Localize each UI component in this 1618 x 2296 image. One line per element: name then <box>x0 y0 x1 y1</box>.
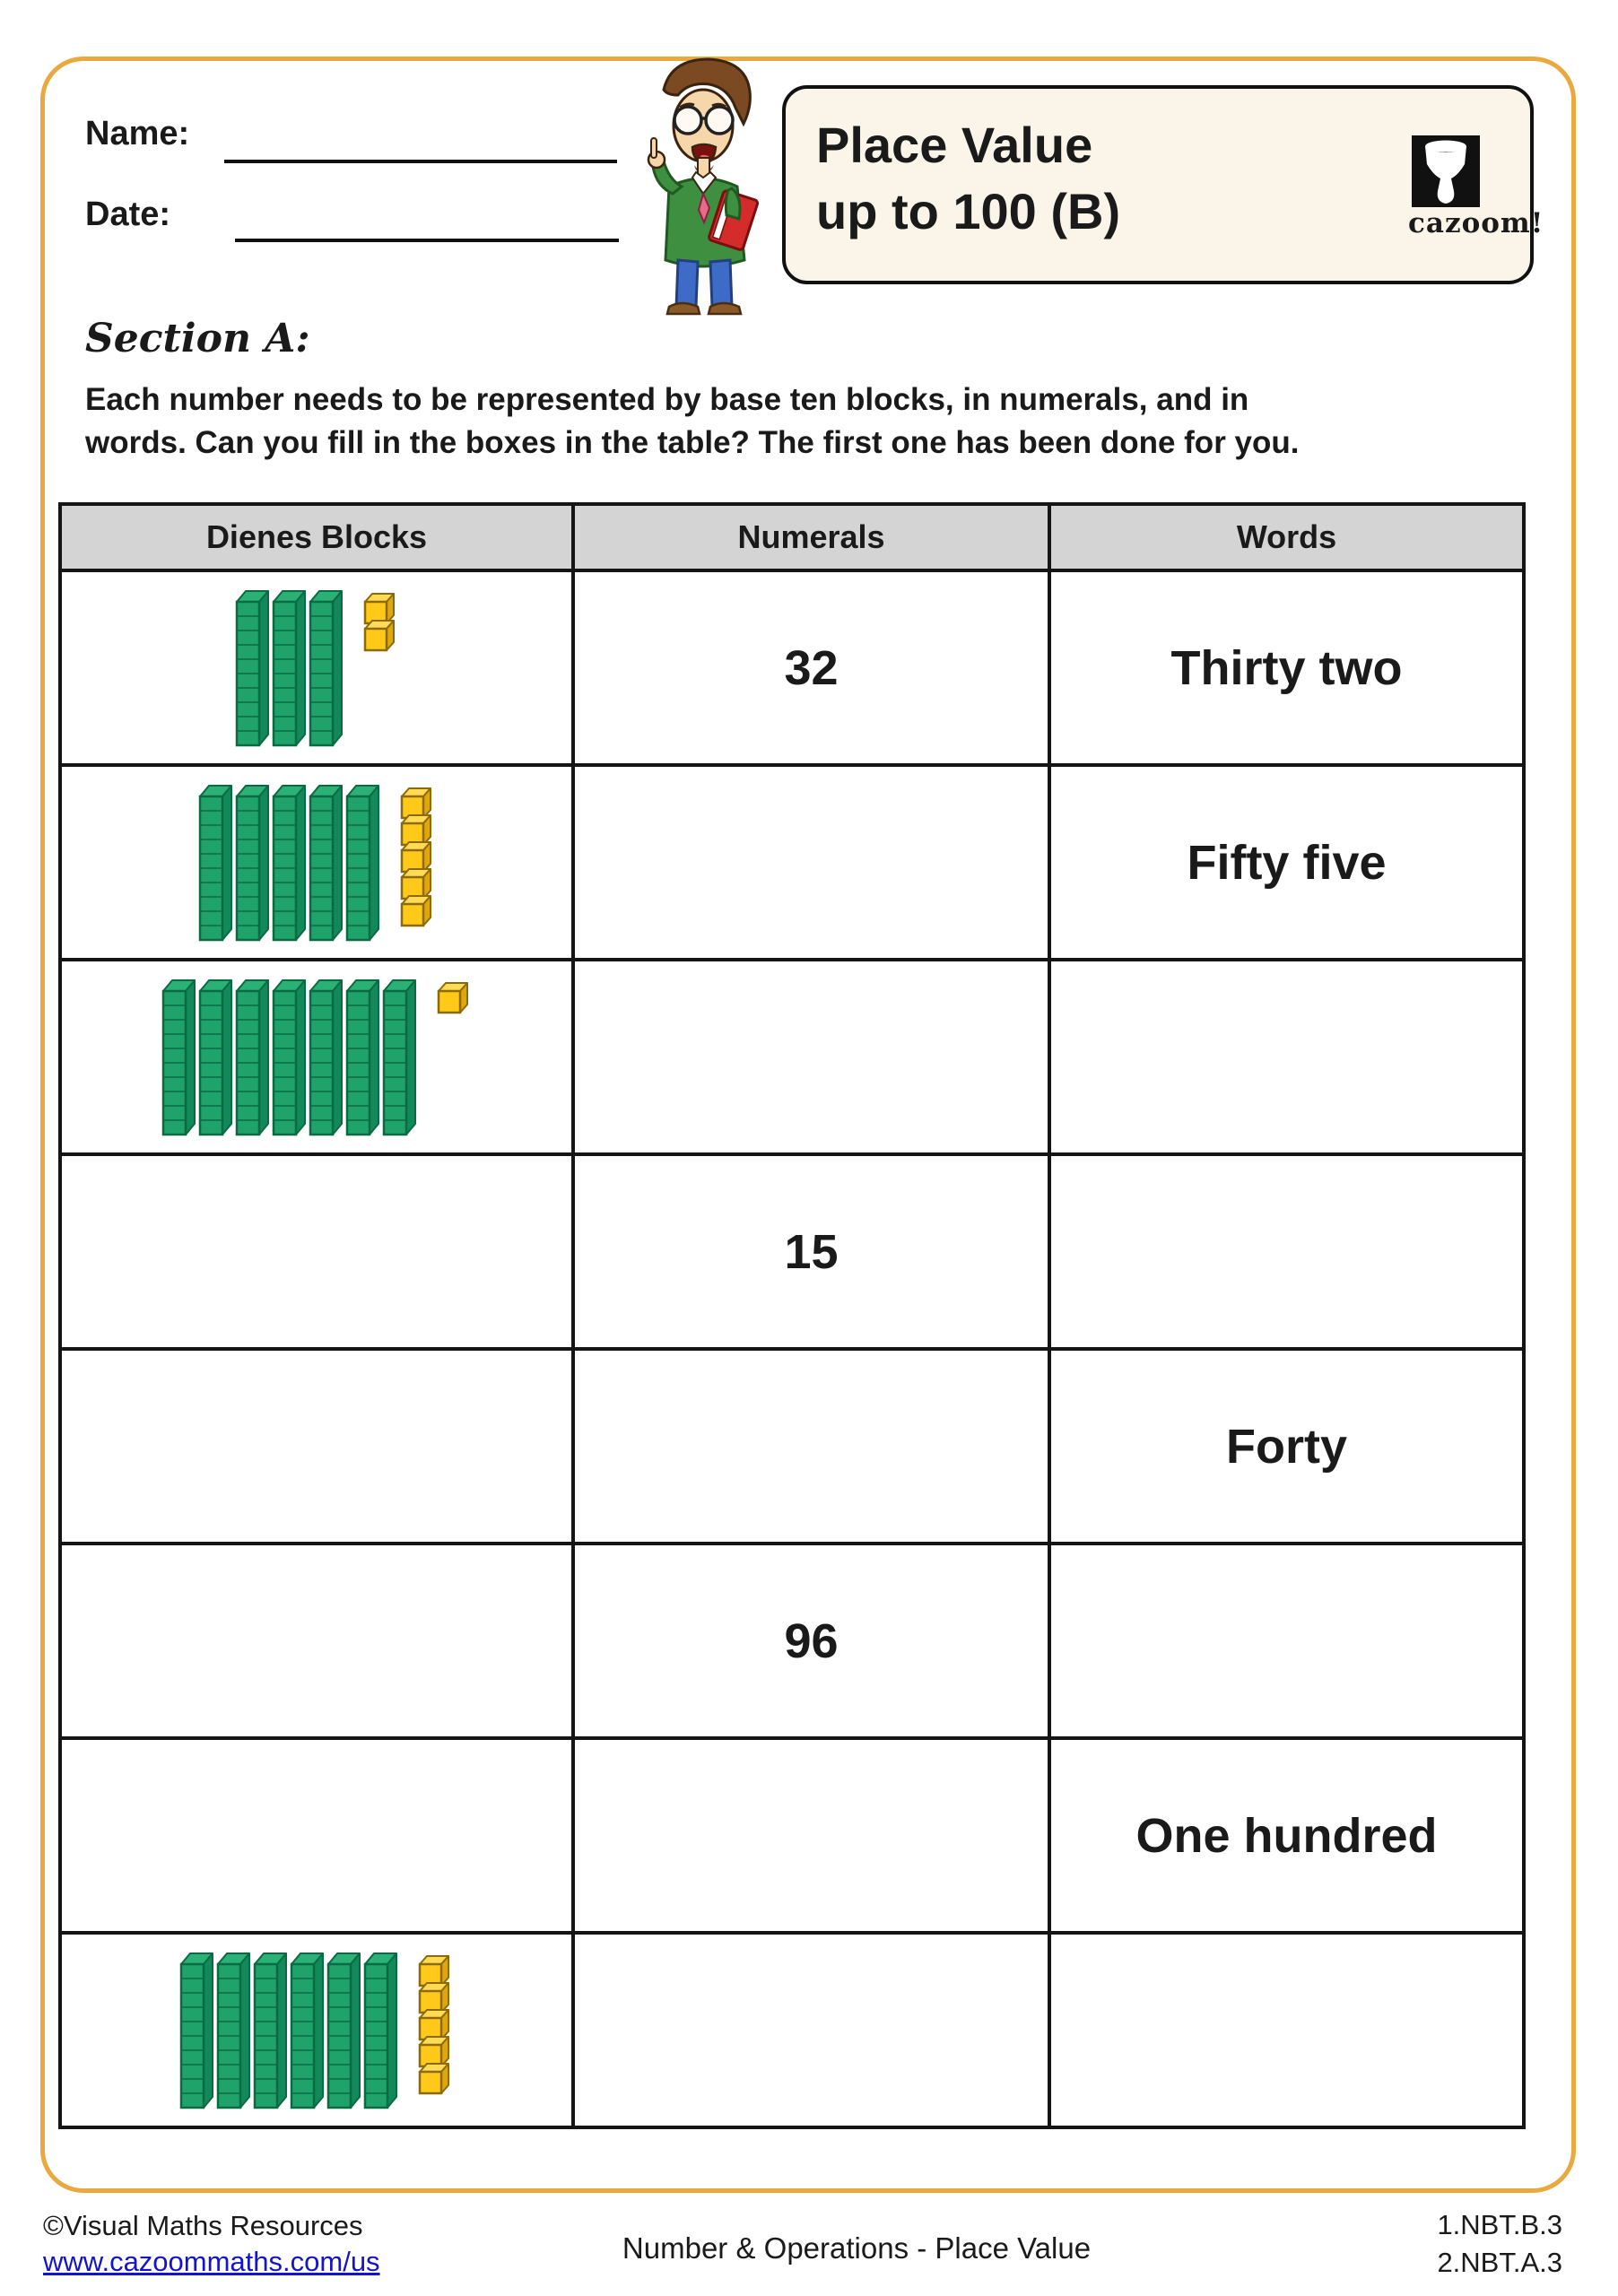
column-header-words: Words <box>1049 504 1524 570</box>
numeral-cell: 32 <box>573 570 1049 765</box>
dienes-blocks-figure <box>198 784 436 942</box>
dienes-blocks-cell[interactable] <box>60 1349 573 1544</box>
table-row <box>60 1544 1524 1738</box>
place-value-table <box>58 502 1526 2129</box>
footer-left <box>43 2208 380 2280</box>
word-cell[interactable] <box>1049 1933 1524 2127</box>
word-cell: Fifty five <box>1049 765 1524 960</box>
cazoom-logo <box>1408 135 1544 239</box>
table-row <box>60 570 1524 765</box>
column-header-dienes-blocks: Dienes Blocks <box>60 504 573 570</box>
cazoom-logo-text: cazoom! <box>1408 207 1544 239</box>
dienes-blocks-cell[interactable] <box>60 1738 573 1933</box>
table-header-row <box>60 504 1524 570</box>
dienes-blocks-cell <box>60 570 573 765</box>
word-cell[interactable] <box>1049 1544 1524 1738</box>
numeral-cell[interactable] <box>573 765 1049 960</box>
dienes-blocks-cell <box>60 765 573 960</box>
section-heading: Section A: <box>85 316 310 361</box>
numeral-cell: 96 <box>573 1544 1049 1738</box>
teacher-illustration <box>617 52 780 319</box>
website-link[interactable]: www.cazoommaths.com/us <box>43 2246 380 2277</box>
table-row <box>60 1349 1524 1544</box>
word-cell[interactable] <box>1049 1154 1524 1349</box>
table-row <box>60 765 1524 960</box>
standard-code-1: 1.NBT.B.3 <box>1437 2209 1562 2240</box>
table-row <box>60 1933 1524 2127</box>
title-line-1: Place Value <box>816 117 1093 173</box>
instructions-line-1: Each number needs to be represented by base ten blocks, in numerals, and in <box>85 382 1249 417</box>
numeral-cell[interactable] <box>573 1933 1049 2127</box>
dienes-blocks-figure <box>179 1952 454 2109</box>
word-cell[interactable] <box>1049 960 1524 1154</box>
name-label: Name: <box>85 115 190 152</box>
standard-code-2: 2.NBT.A.3 <box>1437 2247 1562 2278</box>
title-line-2: up to 100 (B) <box>816 183 1121 239</box>
numeral-cell[interactable] <box>573 1349 1049 1544</box>
dienes-blocks-cell <box>60 1933 573 2127</box>
word-cell: Forty <box>1049 1349 1524 1544</box>
footer-topic: Number & Operations - Place Value <box>622 2231 1092 2265</box>
table-row <box>60 1154 1524 1349</box>
numeral-cell: 15 <box>573 1154 1049 1349</box>
dienes-blocks-cell[interactable] <box>60 1544 573 1738</box>
instructions-line-2: words. Can you fill in the boxes in the table? The first one has been done for you. <box>85 425 1300 460</box>
dienes-blocks-figure <box>161 978 473 1136</box>
footer-standards <box>1437 2206 1562 2282</box>
name-input-line[interactable] <box>224 160 617 163</box>
dienes-blocks-cell[interactable] <box>60 1154 573 1349</box>
numeral-cell[interactable] <box>573 960 1049 1154</box>
table-row <box>60 960 1524 1154</box>
date-input-line[interactable] <box>235 239 619 242</box>
table-row <box>60 1738 1524 1933</box>
cazoom-drum-icon <box>1412 135 1480 207</box>
numeral-cell[interactable] <box>573 1738 1049 1933</box>
title-box <box>782 85 1544 284</box>
word-cell: One hundred <box>1049 1738 1524 1933</box>
worksheet-title <box>816 112 1120 245</box>
column-header-numerals: Numerals <box>573 504 1049 570</box>
copyright-text: ©Visual Maths Resources <box>43 2210 363 2241</box>
date-label: Date: <box>85 196 171 233</box>
dienes-blocks-figure <box>235 589 399 747</box>
dienes-blocks-cell <box>60 960 573 1154</box>
word-cell: Thirty two <box>1049 570 1524 765</box>
